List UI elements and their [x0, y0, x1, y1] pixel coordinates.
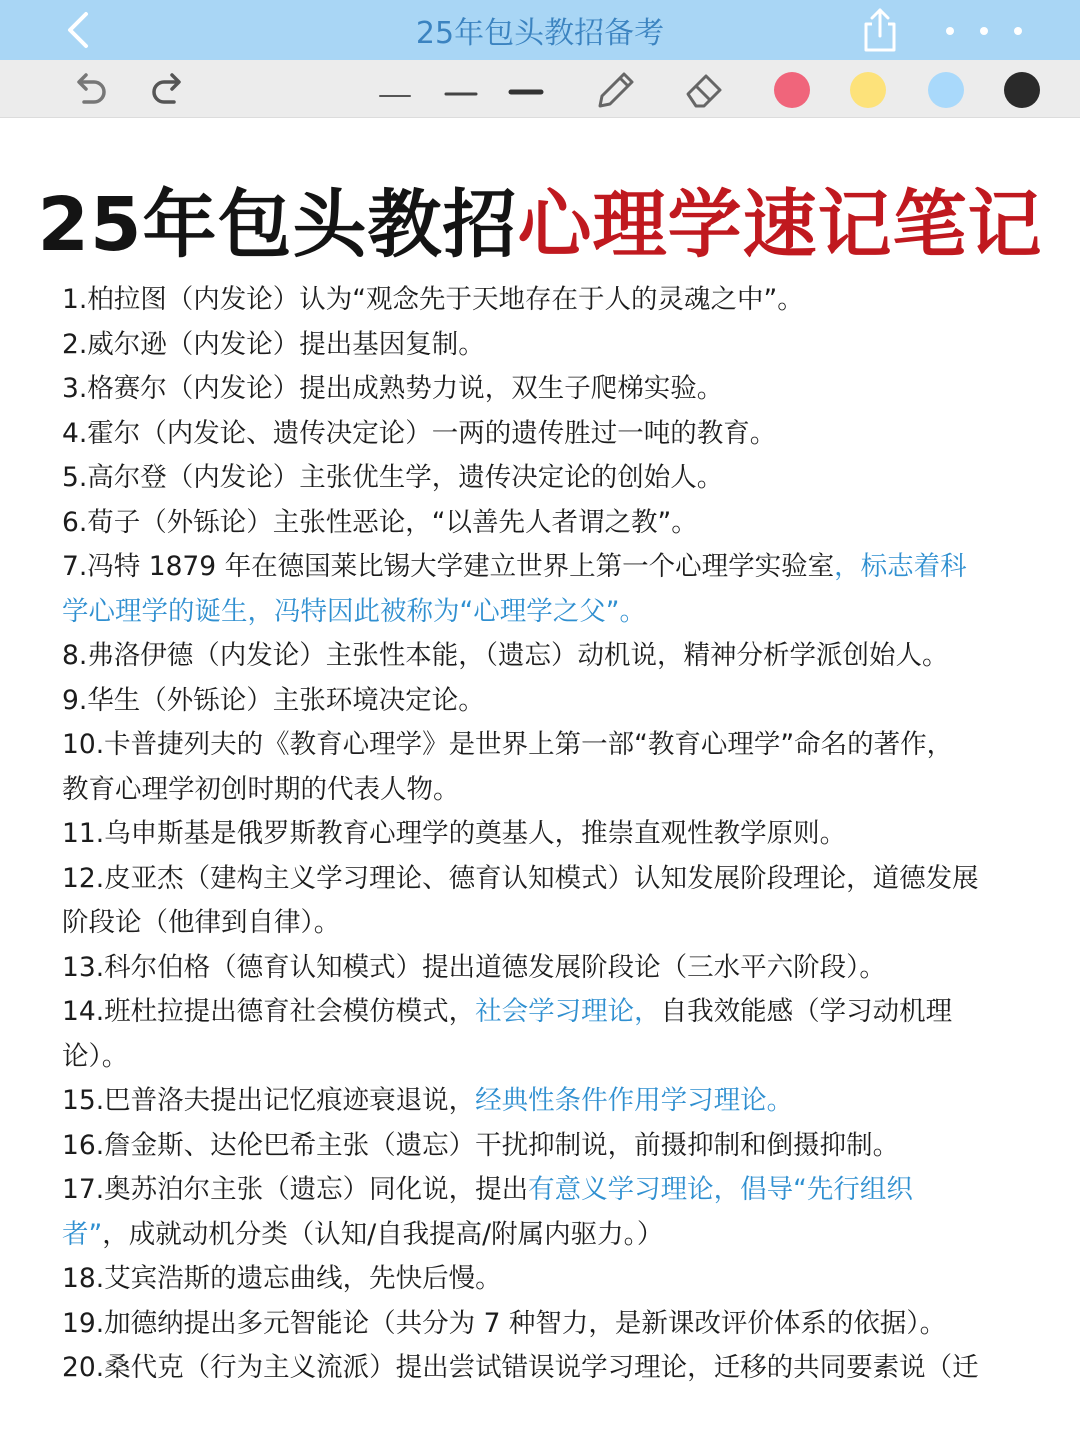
note-text: 者”	[62, 1218, 103, 1250]
notes-body	[62, 278, 1032, 1391]
note-line	[62, 278, 1032, 323]
note-line	[62, 1346, 1032, 1391]
page-title: 25年包头教招备考	[415, 16, 665, 51]
line-medium-icon[interactable]	[444, 85, 478, 97]
note-line	[62, 768, 1032, 813]
note-text: 13.科尔伯格（德育认知模式）提出道德发展阶段论（三水平六阶段）。	[62, 951, 886, 983]
note-line	[62, 501, 1032, 546]
note-line	[62, 723, 1032, 768]
note-text: 经典性条件作用学习理论。	[475, 1085, 794, 1116]
note-text: 11.乌申斯基是俄罗斯教育心理学的奠基人，推崇直观性教学原则。	[62, 818, 847, 849]
note-line	[62, 367, 1032, 412]
note-line	[62, 901, 1032, 946]
note-text: 5.高尔登（内发论）主张优生学，遗传决定论的创始人。	[62, 462, 724, 493]
note-text: 3.格赛尔（内发论）提出成熟势力说，双生子爬梯实验。	[62, 373, 724, 404]
note-line	[62, 857, 1032, 902]
note-line	[62, 1079, 1032, 1124]
redo-icon[interactable]	[148, 72, 188, 108]
note-line	[62, 545, 1032, 590]
line-thin-icon[interactable]	[378, 86, 412, 96]
note-text: 2.威尔逊（内发论）提出基因复制。	[62, 328, 485, 360]
undo-icon[interactable]	[70, 72, 110, 108]
note-text: 15.巴普洛夫提出记忆痕迹衰退说，	[62, 1085, 476, 1116]
note-text: ，成就动机分类（认知/自我提高/附属内驱力。）	[102, 1218, 664, 1250]
note-line	[62, 1213, 1032, 1258]
color-blue-swatch[interactable]	[928, 72, 964, 108]
note-text: 教育心理学初创时期的代表人物。	[62, 773, 460, 805]
note-text: 4.霍尔（内发论、遗传决定论）一两的遗传胜过一吨的教育。	[62, 417, 777, 449]
note-text: 有意义学习理论，倡导“先行组织	[528, 1174, 913, 1205]
note-text: 14.班杜拉提出德育社会模仿模式，	[62, 996, 476, 1027]
chevron-left-icon[interactable]	[58, 8, 98, 52]
note-line	[62, 323, 1032, 368]
title-bar	[0, 0, 1080, 60]
note-page	[0, 118, 1080, 1440]
note-text: 阶段论（他律到自律）。	[62, 907, 341, 938]
note-text: 自我效能感（学习动机理	[660, 996, 953, 1027]
more-dots-icon[interactable]	[940, 14, 1030, 48]
pen-icon[interactable]	[592, 68, 638, 112]
note-line	[62, 1035, 1032, 1080]
note-text: 8.弗洛伊德（内发论）主张性本能，（遗忘）动机说，精神分析学派创始人。	[62, 640, 949, 671]
note-line	[62, 1168, 1032, 1213]
note-line	[62, 412, 1032, 457]
note-line	[62, 946, 1032, 991]
drawing-toolbar	[0, 60, 1080, 118]
note-line	[62, 1302, 1032, 1347]
note-text: 16.詹金斯、达伦巴希主张（遗忘）干扰抑制说，前摄抑制和倒摄抑制。	[62, 1129, 900, 1161]
note-line	[62, 590, 1032, 635]
note-text: 7.冯特 1879 年在德国莱比锡大学建立世界上第一个心理学实验室	[62, 551, 835, 582]
line-thick-icon[interactable]	[508, 84, 544, 98]
note-text: 1.柏拉图（内发论）认为“观念先于天地存在于人的灵魂之中”。	[62, 284, 804, 315]
note-text: 20.桑代克（行为主义流派）提出尝试错误说学习理论，迁移的共同要素说（迁	[62, 1352, 979, 1383]
note-text: 18.艾宾浩斯的遗忘曲线，先快后慢。	[62, 1263, 502, 1294]
note-line	[62, 812, 1032, 857]
note-text: 学心理学的诞生，冯特因此被称为“心理学之父”。	[62, 595, 646, 627]
note-line	[62, 679, 1032, 724]
note-line	[62, 1124, 1032, 1169]
note-text: 19.加德纳提出多元智能论（共分为 7 种智力，是新课改评价体系的依据）。	[62, 1307, 947, 1339]
note-line	[62, 990, 1032, 1035]
note-text: 社会学习理论，	[475, 996, 661, 1027]
heading-main: 25年包头教招	[37, 182, 518, 268]
note-text: 17.奥苏泊尔主张（遗忘）同化说，提出	[62, 1174, 529, 1205]
note-text: 12.皮亚杰（建构主义学习理论、德育认知模式）认知发展阶段理论，道德发展	[62, 862, 979, 894]
note-text: 6.荀子（外铄论）主张性恶论，“以善先人者谓之教”。	[62, 506, 698, 538]
note-text: 论）。	[62, 1040, 129, 1072]
share-icon[interactable]	[858, 6, 902, 54]
note-text: 9.华生（外铄论）主张环境决定论。	[62, 684, 485, 716]
note-line	[62, 634, 1032, 679]
color-black-swatch[interactable]	[1004, 72, 1040, 108]
note-line	[62, 1257, 1032, 1302]
eraser-icon[interactable]	[682, 68, 728, 112]
note-text: 10.卡普捷列夫的《教育心理学》是世界上第一部“教育心理学”命名的著作，	[62, 729, 954, 760]
note-text: ，标志着科	[834, 551, 967, 582]
document-heading	[0, 166, 1080, 272]
color-yellow-swatch[interactable]	[850, 72, 886, 108]
color-red-swatch[interactable]	[774, 72, 810, 108]
heading-accent: 心理学速记笔记	[517, 182, 1043, 268]
note-line	[62, 456, 1032, 501]
